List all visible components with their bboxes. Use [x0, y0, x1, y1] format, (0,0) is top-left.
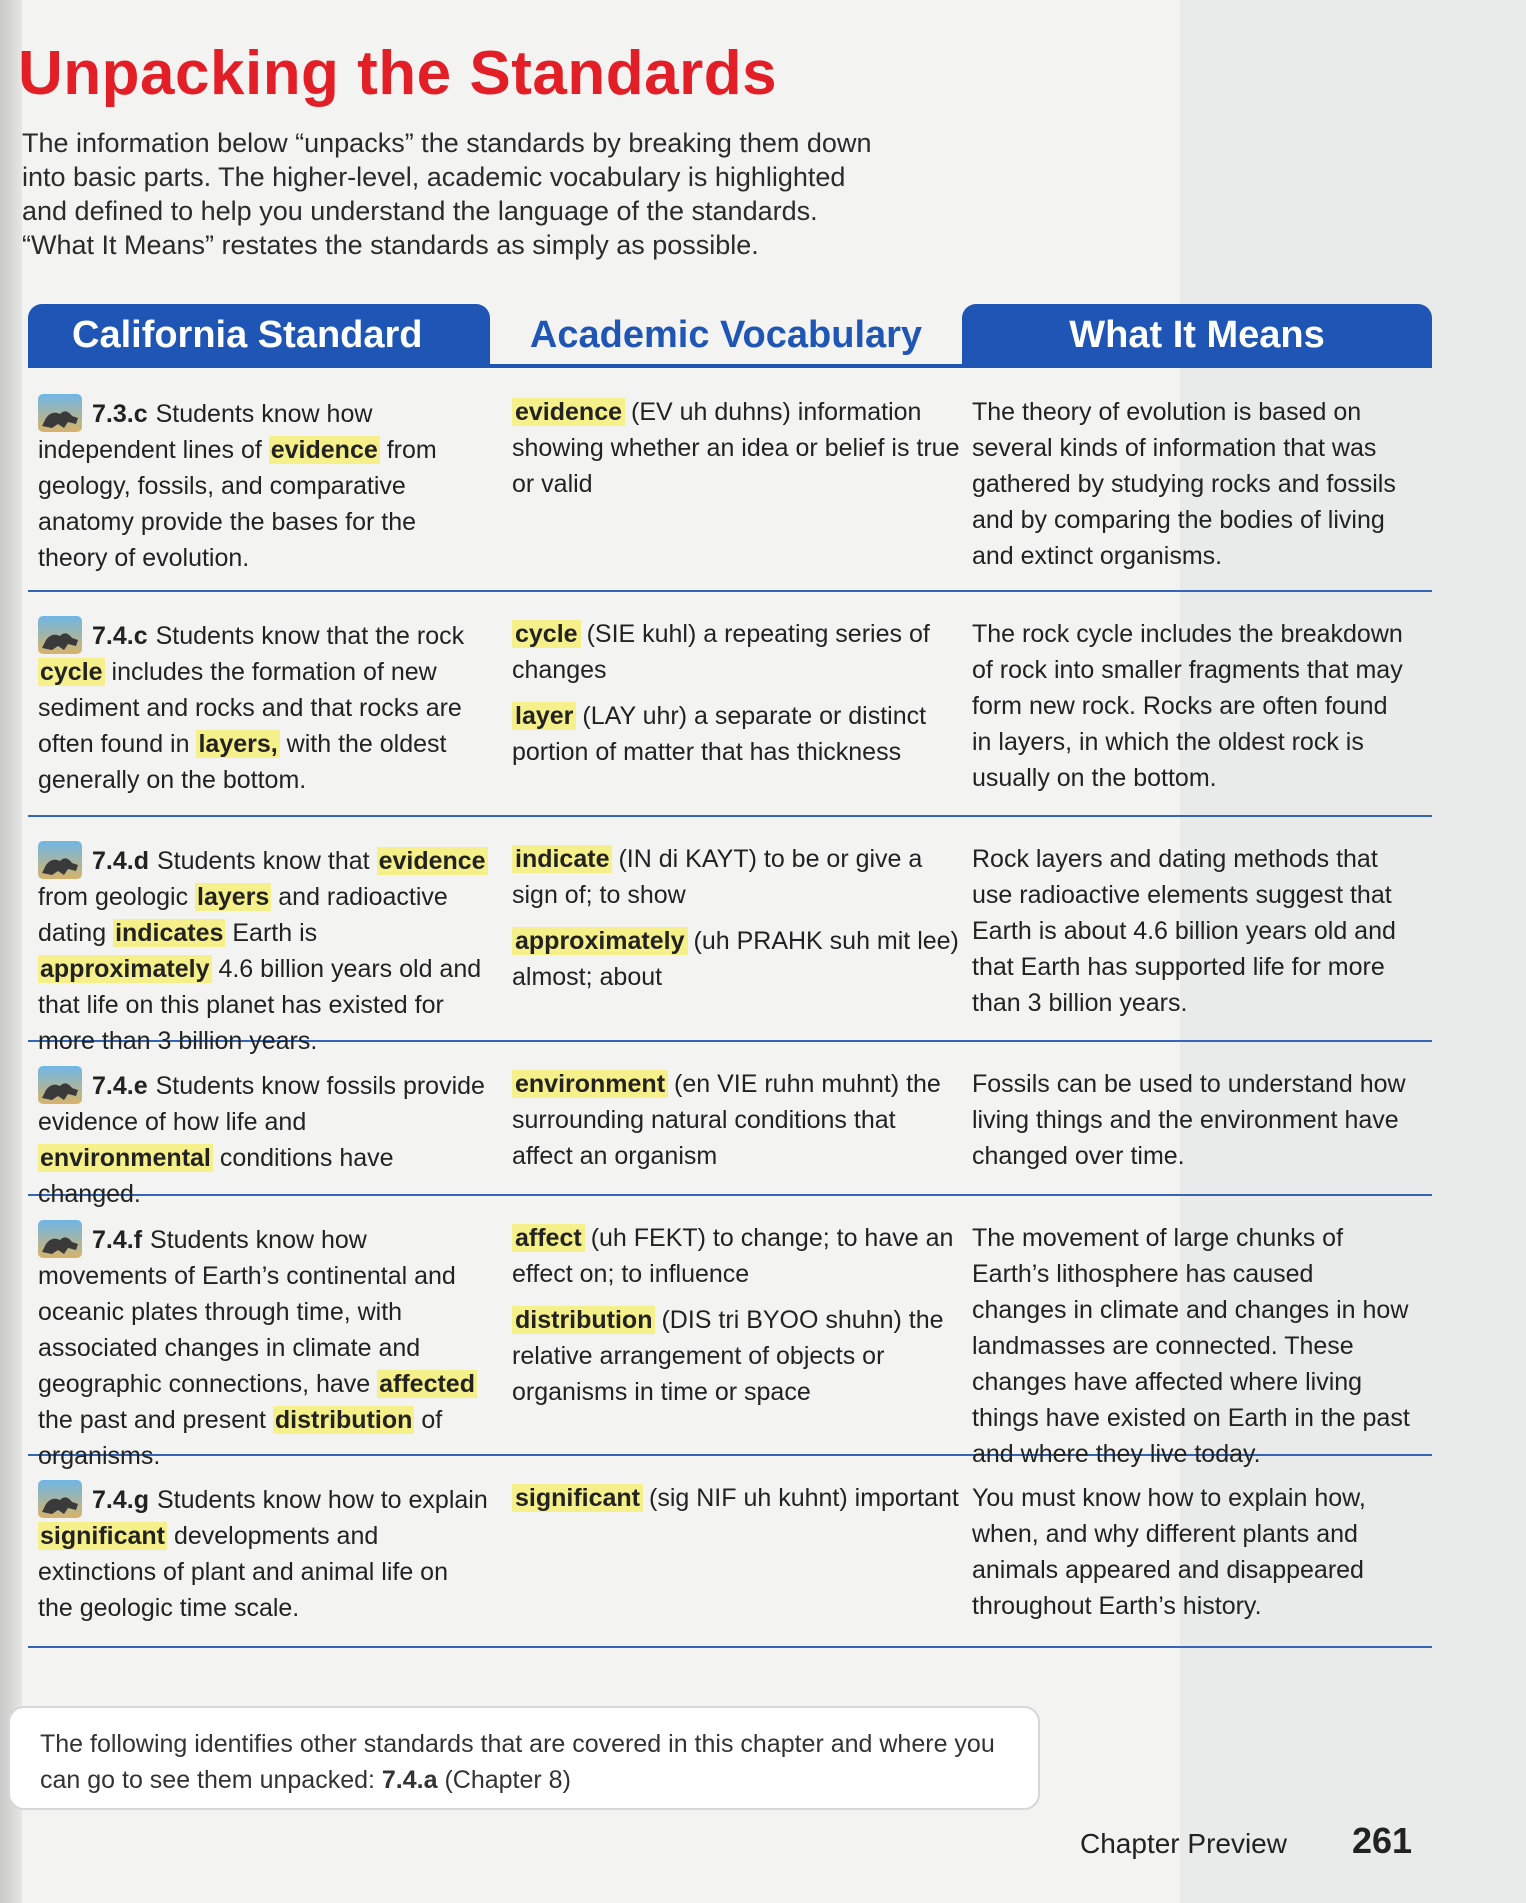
table-row [28, 1454, 1432, 1648]
dinosaur-landscape-icon [38, 616, 82, 654]
standard-code: 7.4.g [92, 1486, 149, 1514]
standard-code: 7.3.c [92, 400, 148, 428]
standard-text [38, 1220, 488, 1474]
vocabulary-cell [512, 616, 962, 780]
standard-text-part: Students know that the rock [155, 622, 465, 650]
meaning-text: The movement of large chunks of Earth’s lithosphere has caused changes in climate and changes in how landmasses are connected. These changes have affected where living things have existed on Earth in the past and where they live today. [972, 1224, 1410, 1468]
vocabulary-highlight: affected [379, 1370, 475, 1398]
standard-text-part: Earth is [225, 919, 318, 947]
intro-line: The information below “unpacks” the standards by breaking them down [22, 128, 872, 158]
vocabulary-cell [512, 394, 962, 512]
vocabulary-entry [512, 841, 962, 913]
standard-text-part: conditions have changed. [38, 1144, 394, 1208]
vocabulary-entry [512, 616, 962, 688]
standard-code: 7.4.d [92, 847, 149, 875]
standard-text-part: the past and present [38, 1406, 273, 1434]
vocabulary-definition: (EV uh duhns) information showing whether an idea or belief is true or valid [512, 398, 960, 498]
vocabulary-term: evidence [512, 398, 625, 426]
vocabulary-definition: (DIS tri BYOO shuhn) the relative arrangement of objects or organisms in time or space [512, 1306, 944, 1406]
page-number: 261 [1352, 1820, 1413, 1861]
dinosaur-landscape-icon [38, 394, 82, 432]
standard-text [38, 1480, 488, 1626]
standard-text [38, 394, 488, 576]
vocabulary-highlight: approximately [40, 955, 210, 983]
standard-text-part: Students know fossils provide evidence of how life and [38, 1072, 485, 1136]
meaning-text: You must know how to explain how, when, and why different plants and animals appeared and disappeared throughout Earth’s history. [972, 1484, 1366, 1620]
vocabulary-definition: (LAY uhr) a separate or distinct portion of matter that has thickness [512, 702, 927, 766]
meaning-text: The theory of evolution is based on several kinds of information that was gathered by studying rocks and fossils and by comparing the bodies of living and extinct organisms. [972, 398, 1396, 570]
vocabulary-highlight: layers, [198, 730, 278, 758]
page-title: Unpacking the Standards [18, 39, 778, 108]
standard-text-part: from geologic [38, 883, 196, 911]
standard-text-part: developments and extinctions of plant and animal life on the geologic time scale. [38, 1522, 448, 1622]
note-standard-code: 7.4.a [381, 1766, 438, 1794]
table-row [28, 1040, 1432, 1208]
vocabulary-highlight: layers [197, 883, 270, 911]
table-row [28, 590, 1432, 817]
vocabulary-definition: (en VIE ruhn muhnt) the surrounding natural conditions that affect an organism [512, 1070, 941, 1170]
vocabulary-highlight: distribution [274, 1406, 413, 1434]
page-gutter-shadow [0, 0, 22, 1903]
table-row [28, 1194, 1432, 1470]
vocabulary-entry [512, 1220, 962, 1292]
vocabulary-term: distribution [512, 1306, 655, 1334]
vocabulary-highlight: cycle [40, 658, 103, 686]
standard-text-part: of organisms. [38, 1406, 443, 1470]
table-row [28, 815, 1432, 1055]
standard-text-part: with the oldest generally on the bottom. [38, 730, 447, 794]
vocabulary-entry [512, 1066, 962, 1174]
vocabulary-cell [512, 1220, 962, 1420]
vocabulary-highlight: evidence [378, 847, 486, 875]
vocabulary-definition: (uh FEKT) to change; to have an effect on; to influence [512, 1224, 954, 1288]
vocabulary-highlight: environmental [40, 1144, 211, 1172]
meaning-text: Fossils can be used to understand how living things and the environment have changed over time. [972, 1070, 1406, 1170]
vocabulary-definition: (SIE kuhl) a repeating series of changes [512, 620, 930, 684]
vocabulary-entry [512, 394, 962, 502]
vocabulary-entry [512, 923, 962, 995]
note-chapter-ref: (Chapter 8) [437, 1766, 571, 1794]
standard-text-part: Students know that [156, 847, 377, 875]
vocabulary-definition: (IN di KAYT) to be or give a sign of; to show [512, 845, 923, 909]
vocabulary-term: approximately [512, 927, 688, 955]
standard-text-part: Students know how to explain [156, 1486, 488, 1514]
vocabulary-highlight: indicates [115, 919, 224, 947]
vocabulary-entry [512, 1480, 962, 1516]
vocabulary-definition: (uh PRAHK suh mit lee) almost; about [512, 927, 959, 991]
vocabulary-entry [512, 698, 962, 770]
meaning-text: Rock layers and dating methods that use radioactive elements suggest that Earth is about 4.6 billion years old and that Earth has supported life for more than 3 billion years. [972, 845, 1396, 1017]
note-text: The following identifies other standards that are covered in this chapter and where you can go to see them unpacked: [40, 1730, 995, 1794]
vocabulary-cell [512, 841, 962, 1005]
standard-text-part: 4.6 billion years old and that life on this planet has existed for more than 3 billion years. [38, 955, 482, 1055]
vocabulary-term: environment [512, 1070, 668, 1098]
vocabulary-highlight: significant [40, 1522, 166, 1550]
vocabulary-term: indicate [512, 845, 612, 873]
other-standards-note [8, 1706, 1040, 1810]
vocabulary-term: affect [512, 1224, 585, 1252]
intro-line: into basic parts. The higher-level, academic vocabulary is highlighted [22, 162, 846, 192]
standard-text [38, 841, 488, 1059]
meaning-text: The rock cycle includes the breakdown of rock into smaller fragments that may form new rock. Rocks are often found in layers, in which the oldest rock is usually on the bottom. [972, 620, 1403, 792]
header-academic-vocabulary: Academic Vocabulary [529, 313, 923, 356]
chapter-preview-label: Chapter Preview [1080, 1828, 1287, 1859]
dinosaur-landscape-icon [38, 1066, 82, 1104]
standard-text [38, 616, 488, 798]
vocabulary-term: cycle [512, 620, 581, 648]
standard-text-part: Students know how movements of Earth’s continental and oceanic plates through time, with associated changes in climate and geographic connections, have [38, 1226, 456, 1398]
table-row [28, 368, 1432, 592]
dinosaur-landscape-icon [38, 841, 82, 879]
standard-code: 7.4.e [92, 1072, 148, 1100]
standard-text-part: from geology, fossils, and comparative anatomy provide the bases for the theory of evolution. [38, 436, 437, 572]
vocabulary-definition: (sig NIF uh kuhnt) important [649, 1484, 959, 1512]
dinosaur-landscape-icon [38, 1220, 82, 1258]
header-california-standard: California Standard [28, 304, 490, 366]
vocabulary-entry [512, 1302, 962, 1410]
intro-paragraph [22, 126, 962, 262]
standard-text-part: and radioactive dating [38, 883, 448, 947]
standard-code: 7.4.c [92, 622, 148, 650]
vocabulary-highlight: evidence [270, 436, 378, 464]
standard-text-part: includes the formation of new sediment and rocks and that rocks are often found in [38, 658, 462, 758]
vocabulary-term: significant [512, 1484, 643, 1512]
standard-text-part: Students know how independent lines of [38, 400, 373, 464]
intro-line: and defined to help you understand the language of the standards. [22, 196, 818, 226]
vocabulary-term: layer [512, 702, 576, 730]
intro-line: “What It Means” restates the standards as simply as possible. [22, 230, 759, 260]
dinosaur-landscape-icon [38, 1480, 82, 1518]
header-what-it-means: What It Means [962, 304, 1432, 366]
standard-code: 7.4.f [92, 1226, 143, 1254]
standard-text [38, 1066, 488, 1212]
vocabulary-cell [512, 1480, 962, 1526]
vocabulary-cell [512, 1066, 962, 1184]
